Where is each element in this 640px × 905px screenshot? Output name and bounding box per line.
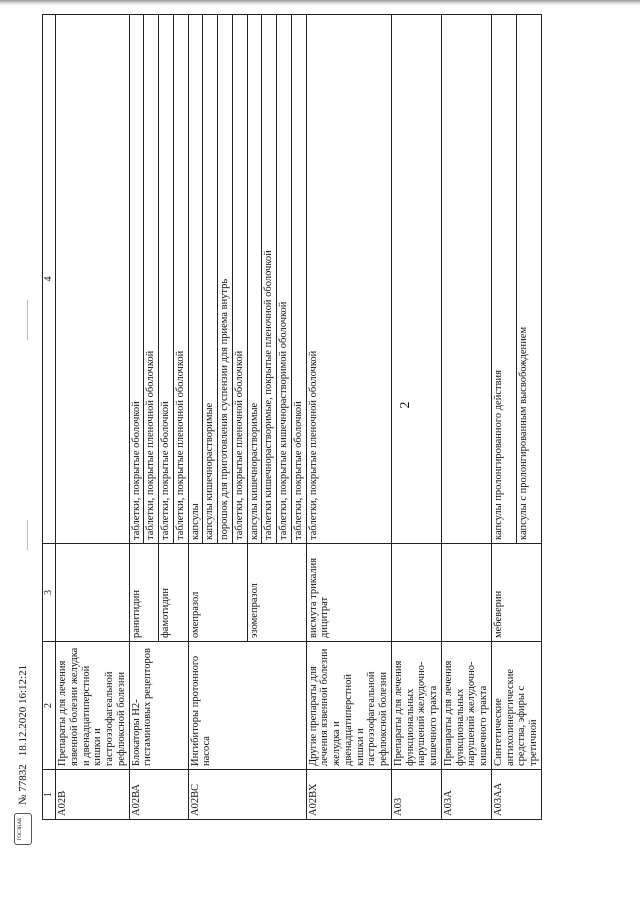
drug-cell: эзомепразол xyxy=(247,544,306,642)
form-cell: таблетки, покрытые оболочкой xyxy=(129,15,144,544)
drug-cell: ранитидин xyxy=(129,544,159,642)
doc-datetime: 18.12.2020 16:12:21 xyxy=(17,664,29,757)
goznak-stamp-logo: ГОСЗНАК xyxy=(14,813,32,845)
drug-cell: висмута трикалия дицитрат xyxy=(306,544,391,642)
page-number: 2 xyxy=(398,401,413,409)
table-row xyxy=(129,15,144,820)
header-cell: 3 xyxy=(43,544,56,642)
code-cell: А03 xyxy=(391,770,441,820)
drug-cell xyxy=(441,544,491,642)
form-cell: таблетки, покрытые кишечнорастворимой оболочкой xyxy=(277,15,292,544)
header-row xyxy=(43,15,56,820)
form-cell: таблетки, покрытые пленочной оболочкой xyxy=(232,15,247,544)
form-cell: таблетки, покрытые оболочкой xyxy=(291,15,306,544)
header-cell: 4 xyxy=(43,15,56,544)
table-row xyxy=(306,15,391,820)
drug-cell xyxy=(56,544,130,642)
code-cell: А02ВС xyxy=(188,770,306,820)
header-cell: 2 xyxy=(43,642,56,770)
form-cell: таблетки, покрытые пленочной оболочкой xyxy=(306,15,391,544)
table-row xyxy=(491,15,516,820)
table-row xyxy=(391,15,441,820)
drug-table xyxy=(42,14,542,820)
footer xyxy=(12,665,34,845)
header-cell: 1 xyxy=(43,770,56,820)
drug-cell: фамотидин xyxy=(159,544,189,642)
name-cell: Препараты для лечения язвенной болезни желудка и двенадцатиперстной кишки и гастроэзофагеальной рефлюксной болезни xyxy=(56,642,130,770)
drug-cell: омепразол xyxy=(188,544,247,642)
code-cell: А02ВХ xyxy=(306,770,391,820)
form-cell: капсулы кишечнорастворимые xyxy=(203,15,218,544)
code-cell: А02В xyxy=(56,770,130,820)
name-cell: Препараты для лечения функциональных нарушений желудочно-кишечного тракта xyxy=(441,642,491,770)
name-cell: Препараты для лечения функциональных нарушений желудочно-кишечного тракта xyxy=(391,642,441,770)
name-cell: Блокаторы Н2-гистаминовых рецепторов xyxy=(129,642,188,770)
code-cell: А03А xyxy=(441,770,491,820)
form-cell: таблетки, покрытые оболочкой xyxy=(159,15,174,544)
name-cell: Ингибиторы протонного насоса xyxy=(188,642,306,770)
form-cell: таблетки кишечнорастворимые, покрытые пленочной оболочкой xyxy=(262,15,277,544)
form-cell xyxy=(441,15,491,544)
form-cell: капсулы кишечнорастворимые xyxy=(247,15,262,544)
code-cell: А03АА xyxy=(491,770,541,820)
doc-number: № 77832 xyxy=(17,764,29,805)
form-cell: капсулы пролонгированного действия xyxy=(491,15,516,544)
form-cell xyxy=(56,15,130,544)
form-cell: капсулы xyxy=(188,15,203,544)
form-cell: порошок для приготовления суспензии для приема внутрь xyxy=(218,15,233,544)
form-cell: таблетки, покрытые пленочной оболочкой xyxy=(144,15,159,544)
table-row xyxy=(56,15,130,820)
form-cell: капсулы с пролонгированным высвобождением xyxy=(516,15,541,544)
code-cell: А02ВА xyxy=(129,770,188,820)
name-cell: Другие препараты для лечения язвенной болезни желудка и двенадцатиперстной кишки и гастроэзофагеальной рефлюксной болезни xyxy=(306,642,391,770)
form-cell: таблетки, покрытые пленочной оболочкой xyxy=(173,15,188,544)
drug-cell xyxy=(391,544,441,642)
form-cell xyxy=(391,15,441,544)
name-cell: Синтетические антихолинергические средства, эфиры с третичной xyxy=(491,642,541,770)
table-row xyxy=(441,15,491,820)
drug-cell: мебеверин xyxy=(491,544,541,642)
table-row xyxy=(188,15,203,820)
